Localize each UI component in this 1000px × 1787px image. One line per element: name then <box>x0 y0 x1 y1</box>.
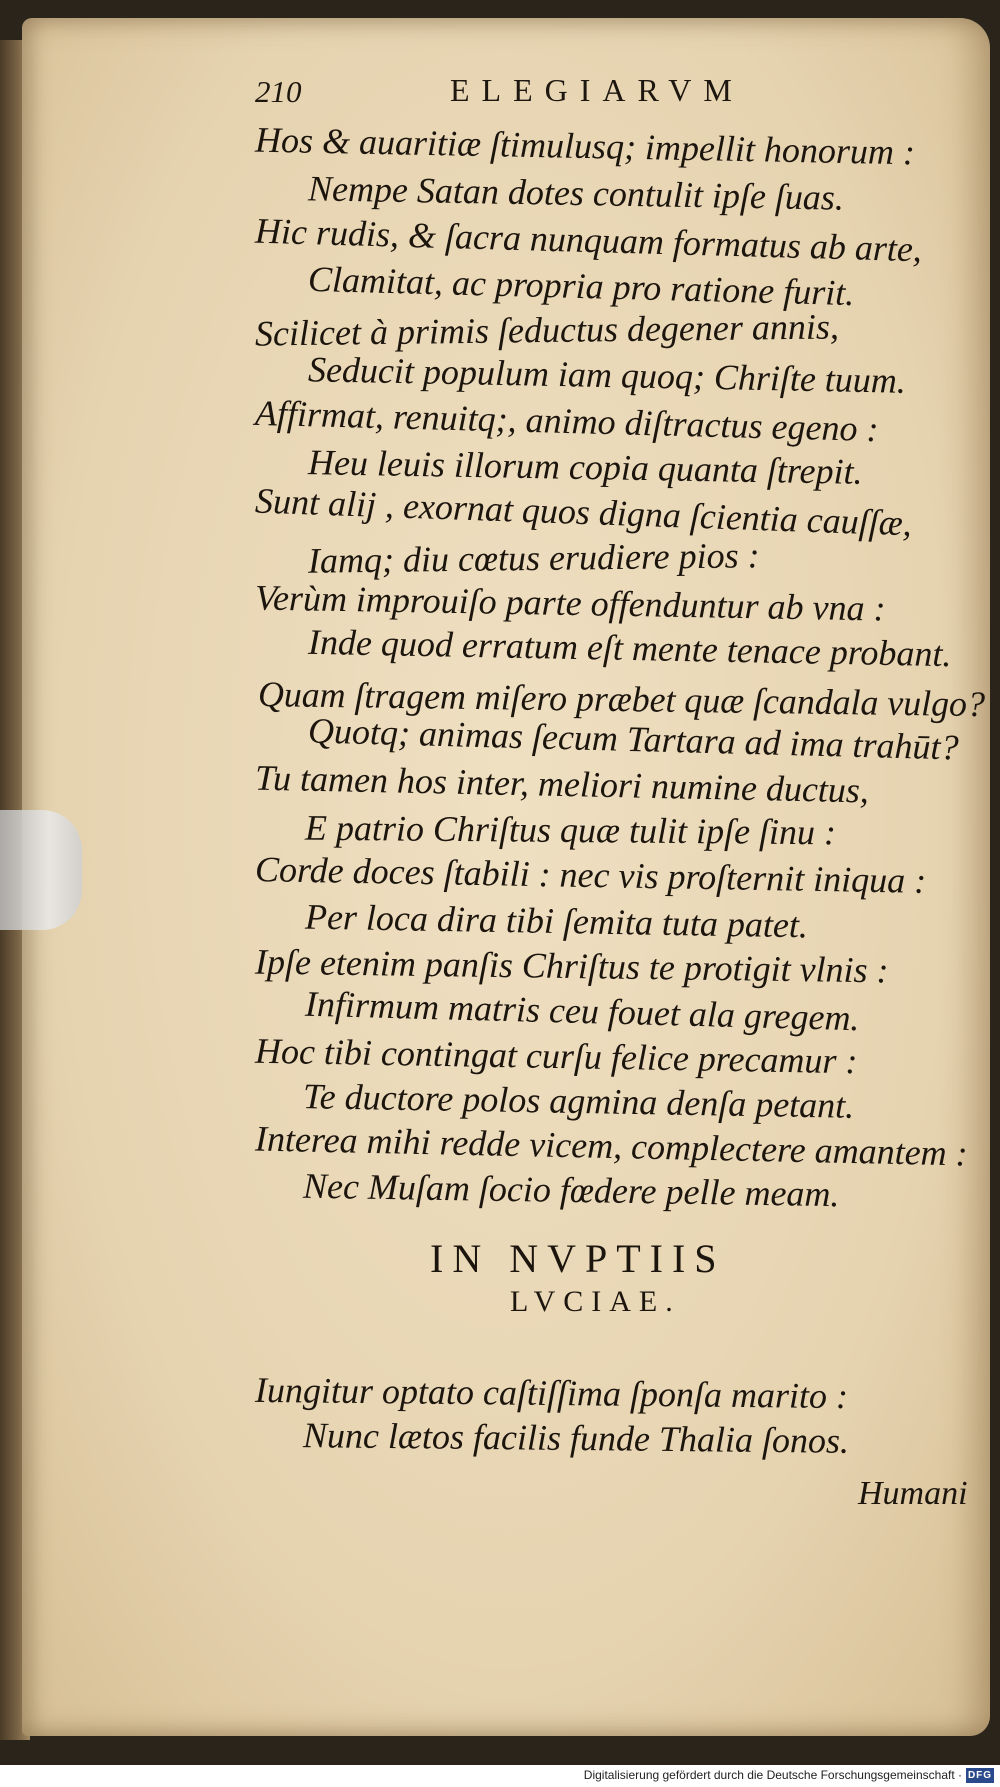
funding-credit: Digitalisierung gefördert durch die Deutsche Forschungsgemeinschaft · <box>583 1768 962 1782</box>
verse-line: Seducit populum iam quoq; Chriſte tuum. <box>307 349 907 401</box>
dfg-logo: DFG <box>967 1770 993 1781</box>
catchword: Humani <box>858 1475 968 1512</box>
verse-line: Affirmat, renuitq;, animo diſtractus egeno : <box>254 392 880 450</box>
verse-line: Scilicet à primis ſeductus degener annis, <box>254 306 840 354</box>
section-subtitle: LVCIAE. <box>510 1285 681 1318</box>
page-number: 210 <box>255 74 302 109</box>
verse-line: Iungitur optato caſtiſſima ſponſa marito : <box>254 1369 849 1417</box>
verse-line: Corde doces ſtabili : nec vis proſternit iniqua : <box>254 849 927 901</box>
verse-line: Nempe Satan dotes contulit ipſe ſuas. <box>307 168 845 218</box>
verse-line: Interea mihi redde vicem, complectere amantem : <box>254 1118 969 1174</box>
verse-line: Nec Muſam ſocio fœdere pelle meam. <box>302 1165 840 1215</box>
verse-line: Tu tamen hos inter, meliori numine ductus, <box>254 757 870 811</box>
verse-line: Clamitat, ac propria pro ratione furit. <box>307 258 855 314</box>
verse-line: Heu leuis illorum copia quanta ſtrepit. <box>307 442 863 492</box>
verse-line: Sunt alij , exornat quos digna ſcientia cauſſæ, <box>254 480 913 544</box>
verse-line: Quam ſtragem miſero præbet quæ ſcandala vulgo? <box>257 674 986 725</box>
verse-line: Hos & auaritiæ ſtimulusq; impellit honorum : <box>254 119 916 173</box>
footer-bar <box>0 1765 1000 1787</box>
running-head: ELEGIARVM <box>450 72 744 108</box>
verse-line: Hic rudis, & ſacra nunquam formatus ab arte, <box>254 210 923 270</box>
verse-line: Te ductore polos agmina denſa petant. <box>302 1076 855 1126</box>
verse-line: Ipſe etenim panſis Chriſtus te protigit vlnis : <box>254 941 889 991</box>
verse-line: E patrio Chriſtus quæ tulit ipſe ſinu : <box>304 807 837 853</box>
verse-line: Per loca dira tibi ſemita tuta patet. <box>304 896 809 946</box>
page-clip <box>0 810 82 930</box>
verse-line: Inde quod erratum eſt mente tenace probant. <box>307 621 952 675</box>
verse-line: Quotq; animas ſecum Tartara ad ima trahūt? <box>307 710 960 768</box>
page-header <box>255 72 815 116</box>
verse-line: Nunc lætos facilis funde Thalia ſonos. <box>302 1415 850 1461</box>
verse-line: Infirmum matris ceu fouet ala gregem. <box>304 983 861 1039</box>
verse-line: Verùm improuiſo parte offenduntur ab vna : <box>254 577 886 629</box>
verse-line: Iamq; diu cœtus erudiere pios : <box>307 535 760 581</box>
section-title: IN NVPTIIS <box>430 1236 726 1281</box>
verse-line: Hoc tibi contingat curſu felice precamur : <box>254 1030 858 1082</box>
